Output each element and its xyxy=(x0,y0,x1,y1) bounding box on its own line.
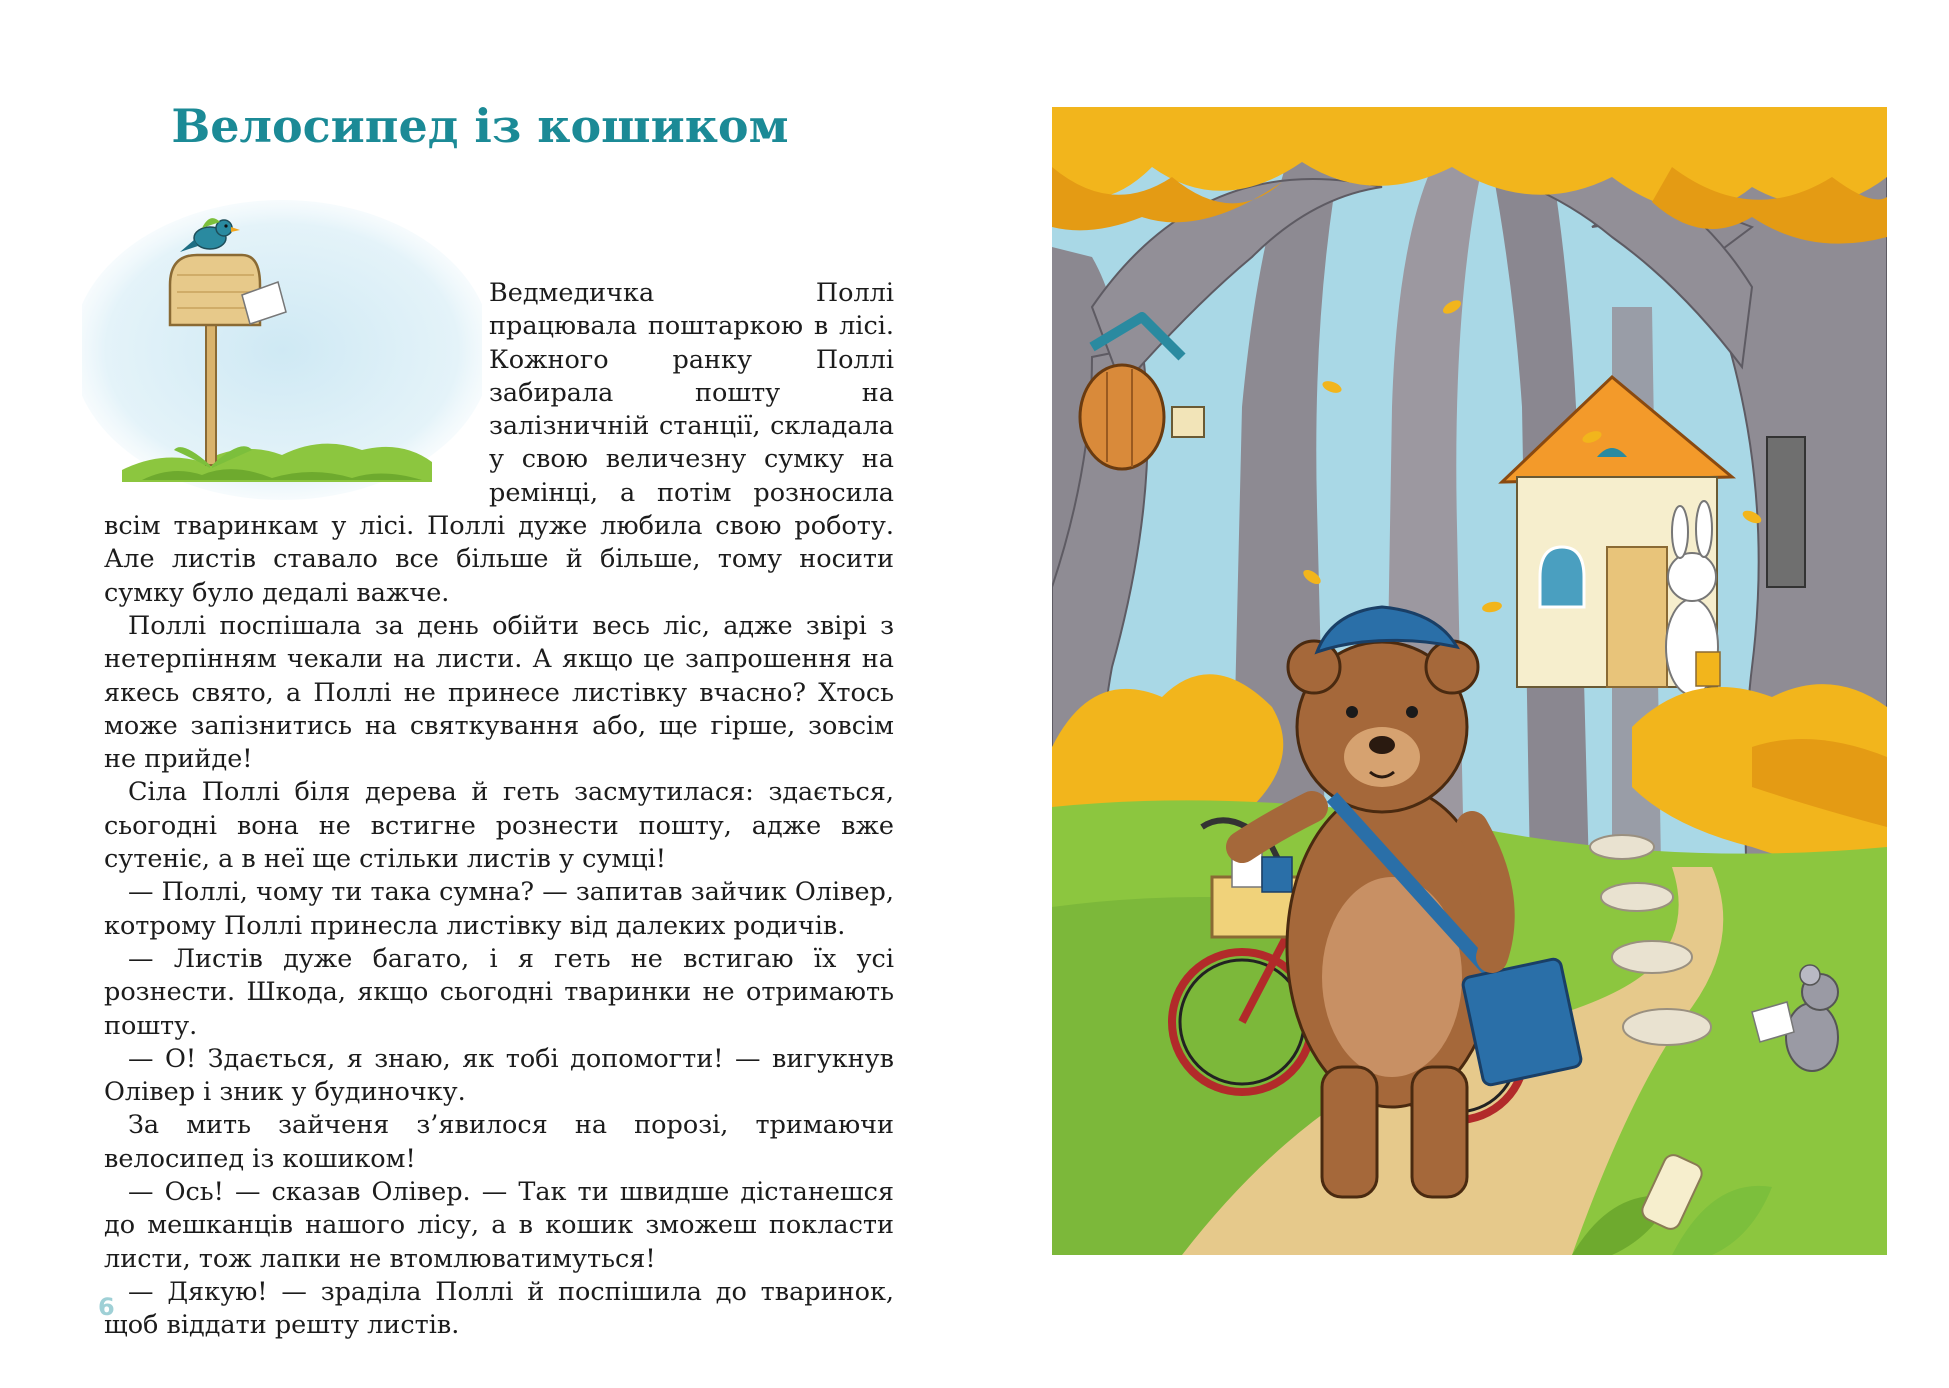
bear-postman-illustration xyxy=(1052,107,1887,1255)
paragraph: — Поллі, чому ти така сумна? — запитав зайчик Олівер, котрому Поллі принесла листівку від далеких родичів. xyxy=(104,877,894,941)
paragraph: Ведмедичка Поллі працювала поштаркою в лісі. Кожного ранку Поллі забирала пошту на залізничній станції, складала у свою величезну сумку на ремінці, а потім розносила всім тваринкам у лісі. Поллі дуже любила свою роботу. Але листів ставало все більше й більше, тому носити сумку було дедалі важче. xyxy=(104,278,894,608)
bear-bicycle-icon xyxy=(1052,107,1887,1255)
paragraph: — Дякую! — зраділа Поллі й поспішила до тваринок, щоб віддати решту листів. xyxy=(104,1276,894,1341)
paragraph: Поллі поспішала за день обійти весь ліс, адже звірі з нетерпінням чекали на листи. А якщо це запрошення на якесь свято, а Поллі не принесе листівку вчасно? Хтось може запізнитись на святкування або, ще гірше, зовсім не прийде! xyxy=(104,610,894,775)
paragraph: — Ось! — сказав Олівер. — Так ти швидше дістанешся до мешканців нашого лісу, а в кошик зможеш покласти листи, тож лапки не втомлюватимуться! xyxy=(104,1177,894,1274)
paragraph: За мить зайченя з’явилося на порозі, тримаючи велосипед із кошиком! xyxy=(104,1110,894,1174)
paragraph: — Листів дуже багато, і я геть не встигаю їх усі рознести. Шкода, якщо сьогодні тваринки не отримають пошту. xyxy=(104,943,894,1041)
paragraph: Сіла Поллі біля дерева й геть засмутилася: здається, сьогодні вона не встигне рознести пошту, адже вже сутеніє, а в неї ще стільки листів у сумці! xyxy=(104,777,894,875)
story-text xyxy=(104,277,894,1343)
text-wrap-spacer xyxy=(104,277,489,499)
paragraph: — О! Здається, я знаю, як тобі допомогти! — вигукнув Олівер і зник у будиночку. xyxy=(104,1043,894,1108)
story-title: Велосипед із кошиком xyxy=(171,99,789,153)
page-number: 6 xyxy=(98,1293,115,1321)
